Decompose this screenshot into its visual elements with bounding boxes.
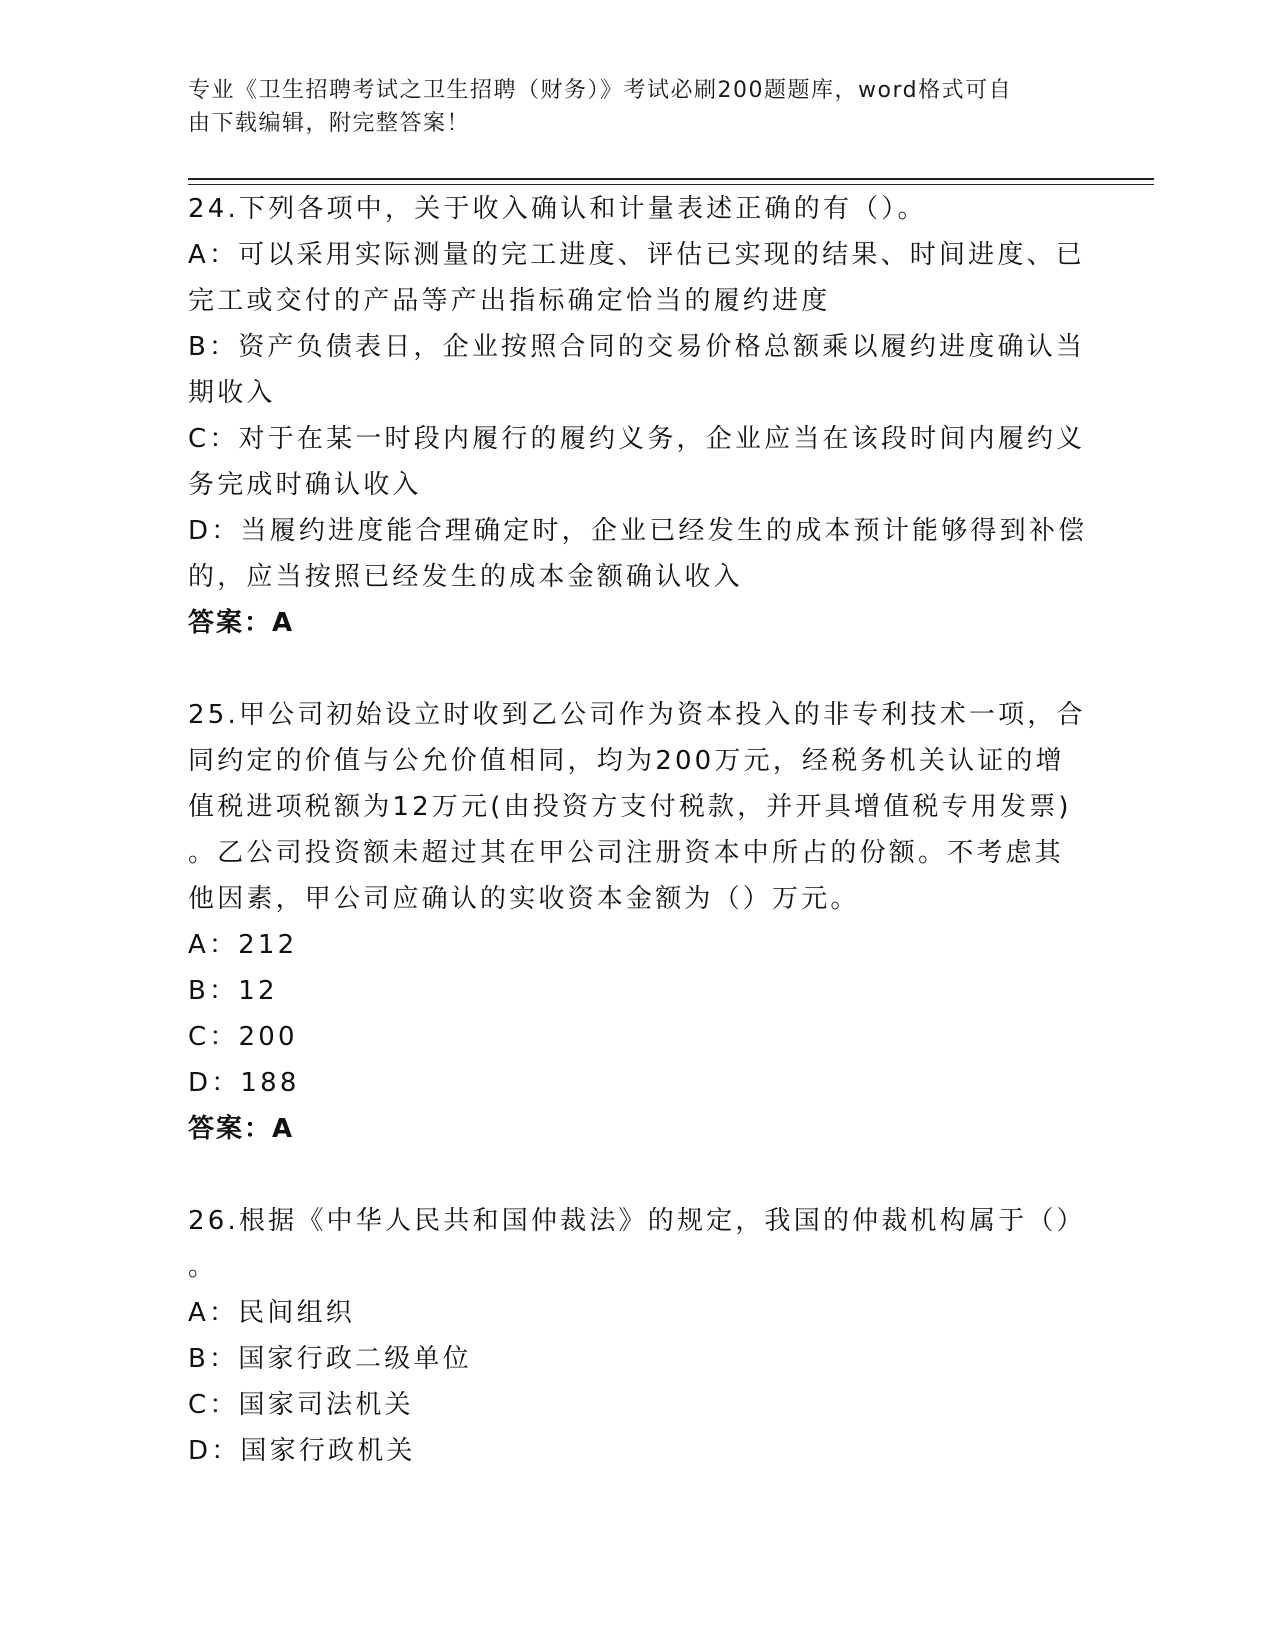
question-stem: 24.下列各项中，关于收入确认和计量表述正确的有（）。 [188,194,927,224]
question-stem: 值税进项税额为12万元(由投资方支付税款，并开具增值税专用发票) [188,792,1072,822]
question-26 [188,1198,1088,1474]
option-text: A：可以采用实际测量的完工进度、评估已实现的结果、时间进度、已 [188,240,1085,270]
question-25 [188,692,1088,1152]
document-header [188,74,1088,140]
question-stem: 。 [188,1252,218,1282]
option-b [188,324,1088,416]
option-text: D：当履约进度能合理确定时，企业已经发生的成本预计能够得到补偿 [188,516,1088,546]
header-line-1: 专业《卫生招聘考试之卫生招聘（财务）》考试必刷200题题库，word格式可自 [188,78,1013,103]
answer-label: 答案：A [188,608,295,638]
option-d: D：国家行政机关 [188,1436,416,1466]
question-stem: 。乙公司投资额未超过其在甲公司注册资本中所占的份额。不考虑其 [188,838,1065,868]
header-divider-thick [188,178,1154,180]
question-stem: 同约定的价值与公允价值相同，均为200万元，经税务机关认证的增 [188,746,1065,776]
option-c: C：200 [188,1022,298,1052]
question-stem: 25.甲公司初始设立时收到乙公司作为资本投入的非专利技术一项，合 [188,700,1086,730]
header-line-2: 由下载编辑，附完整答案！ [188,111,471,136]
question-stem: 他因素，甲公司应确认的实收资本金额为（）万元。 [188,884,860,914]
question-list [188,186,1088,1474]
option-a: A：212 [188,930,298,960]
option-d: D：188 [188,1068,300,1098]
option-text: 务完成时确认收入 [188,470,422,500]
option-a [188,232,1088,324]
option-text: B：资产负债表日，企业按照合同的交易价格总额乘以履约进度确认当 [188,332,1086,362]
question-stem: 26.根据《中华人民共和国仲裁法》的规定，我国的仲裁机构属于（） [188,1206,1086,1236]
option-b: B：12 [188,976,278,1006]
option-d [188,508,1088,600]
option-c [188,416,1088,508]
option-text: 的，应当按照已经发生的成本金额确认收入 [188,562,743,592]
option-text: C：对于在某一时段内履行的履约义务，企业应当在该段时间内履约义 [188,424,1086,454]
option-a: A：民间组织 [188,1298,355,1328]
option-text: 期收入 [188,378,276,408]
option-text: 完工或交付的产品等产出指标确定恰当的履约进度 [188,286,831,316]
header-divider-thin [188,184,1154,185]
option-b: B：国家行政二级单位 [188,1344,472,1374]
answer-label: 答案：A [188,1114,295,1144]
question-24 [188,186,1088,646]
option-c: C：国家司法机关 [188,1390,414,1420]
